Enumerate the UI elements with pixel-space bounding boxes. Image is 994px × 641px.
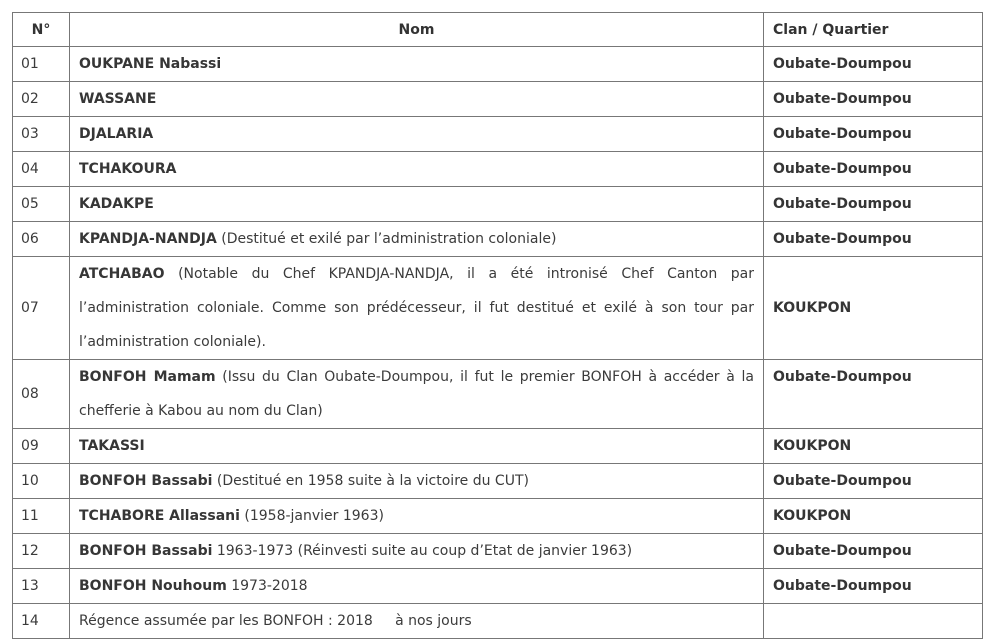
table-row [13,47,983,82]
row-clan: KOUKPON [764,429,983,464]
row-name-cell [70,604,764,639]
chief-name: KADAKPE [79,196,154,212]
regency-note: Régence assumée par les BONFOH : 2018 à nos jours [79,613,472,629]
table-row [13,499,983,534]
chief-note: (1958-janvier 1963) [239,508,384,524]
row-number: 09 [13,429,70,464]
chiefs-table [12,12,983,639]
table-row [13,429,983,464]
table-row [13,464,983,499]
chief-note: 1973-2018 [226,578,308,594]
row-name-cell [70,257,764,360]
chief-name: TAKASSI [79,438,145,454]
chief-note: 1963-1973 (Réinvesti suite au coup d’Etat de janvier 1963) [212,543,633,559]
header-number: N° [13,13,70,47]
chief-name: BONFOH Bassabi [79,473,213,489]
row-clan [764,604,983,639]
row-clan: Oubate-Doumpou [764,117,983,152]
chief-name: ATCHABAO [79,266,165,282]
row-number: 04 [13,152,70,187]
table-row [13,117,983,152]
row-name-cell [70,360,764,429]
row-name-cell [70,187,764,222]
row-clan: Oubate-Doumpou [764,82,983,117]
row-clan: Oubate-Doumpou [764,360,983,429]
chief-note: (Notable du Chef KPANDJA-NANDJA, il a été intronisé Chef Canton par l’administration coloniale. Comme son prédécesseur, il fut destitué et exilé à son tour par l’administration coloniale). [79,266,754,350]
chief-name: BONFOH Nouhoum [79,578,227,594]
row-clan: Oubate-Doumpou [764,187,983,222]
row-clan: KOUKPON [764,499,983,534]
row-number: 12 [13,534,70,569]
row-clan: Oubate-Doumpou [764,152,983,187]
table-row [13,534,983,569]
chief-note: (Destitué et exilé par l’administration coloniale) [216,231,557,247]
chief-name: KPANDJA-NANDJA [79,231,217,247]
chief-name: WASSANE [79,91,157,107]
row-number: 14 [13,604,70,639]
row-clan: Oubate-Doumpou [764,534,983,569]
row-name-cell [70,47,764,82]
table-row [13,257,983,360]
row-number: 01 [13,47,70,82]
row-number: 13 [13,569,70,604]
header-name: Nom [70,13,764,47]
row-clan: Oubate-Doumpou [764,222,983,257]
row-clan: KOUKPON [764,257,983,360]
table-row [13,82,983,117]
chief-note: (Destitué en 1958 suite à la victoire du CUT) [212,473,529,489]
row-name-cell [70,429,764,464]
row-name-cell [70,82,764,117]
row-name-cell [70,569,764,604]
chief-name: TCHAKOURA [79,161,177,177]
table-row [13,604,983,639]
chief-name: DJALARIA [79,126,154,142]
header-row [13,13,983,47]
chief-name: TCHABORE Allassani [79,508,240,524]
chief-name: BONFOH Bassabi [79,543,213,559]
chief-name: BONFOH Mamam [79,369,216,385]
chief-note: (Issu du Clan Oubate-Doumpou, il fut le premier BONFOH à accéder à la chefferie à Kabou au nom du Clan) [79,369,754,419]
row-number: 06 [13,222,70,257]
table-row [13,569,983,604]
header-clan: Clan / Quartier [764,13,983,47]
row-clan: Oubate-Doumpou [764,47,983,82]
row-clan: Oubate-Doumpou [764,569,983,604]
row-number: 02 [13,82,70,117]
row-name-cell [70,117,764,152]
row-number: 03 [13,117,70,152]
row-name-cell [70,464,764,499]
row-number: 05 [13,187,70,222]
row-name-cell [70,152,764,187]
row-name-cell [70,534,764,569]
chief-name: OUKPANE Nabassi [79,56,222,72]
table-row [13,360,983,429]
table-row [13,152,983,187]
row-name-cell [70,499,764,534]
row-number: 07 [13,257,70,360]
table-row [13,222,983,257]
row-number: 10 [13,464,70,499]
row-number: 11 [13,499,70,534]
row-clan: Oubate-Doumpou [764,464,983,499]
row-name-cell [70,222,764,257]
row-number: 08 [13,360,70,429]
table-row [13,187,983,222]
